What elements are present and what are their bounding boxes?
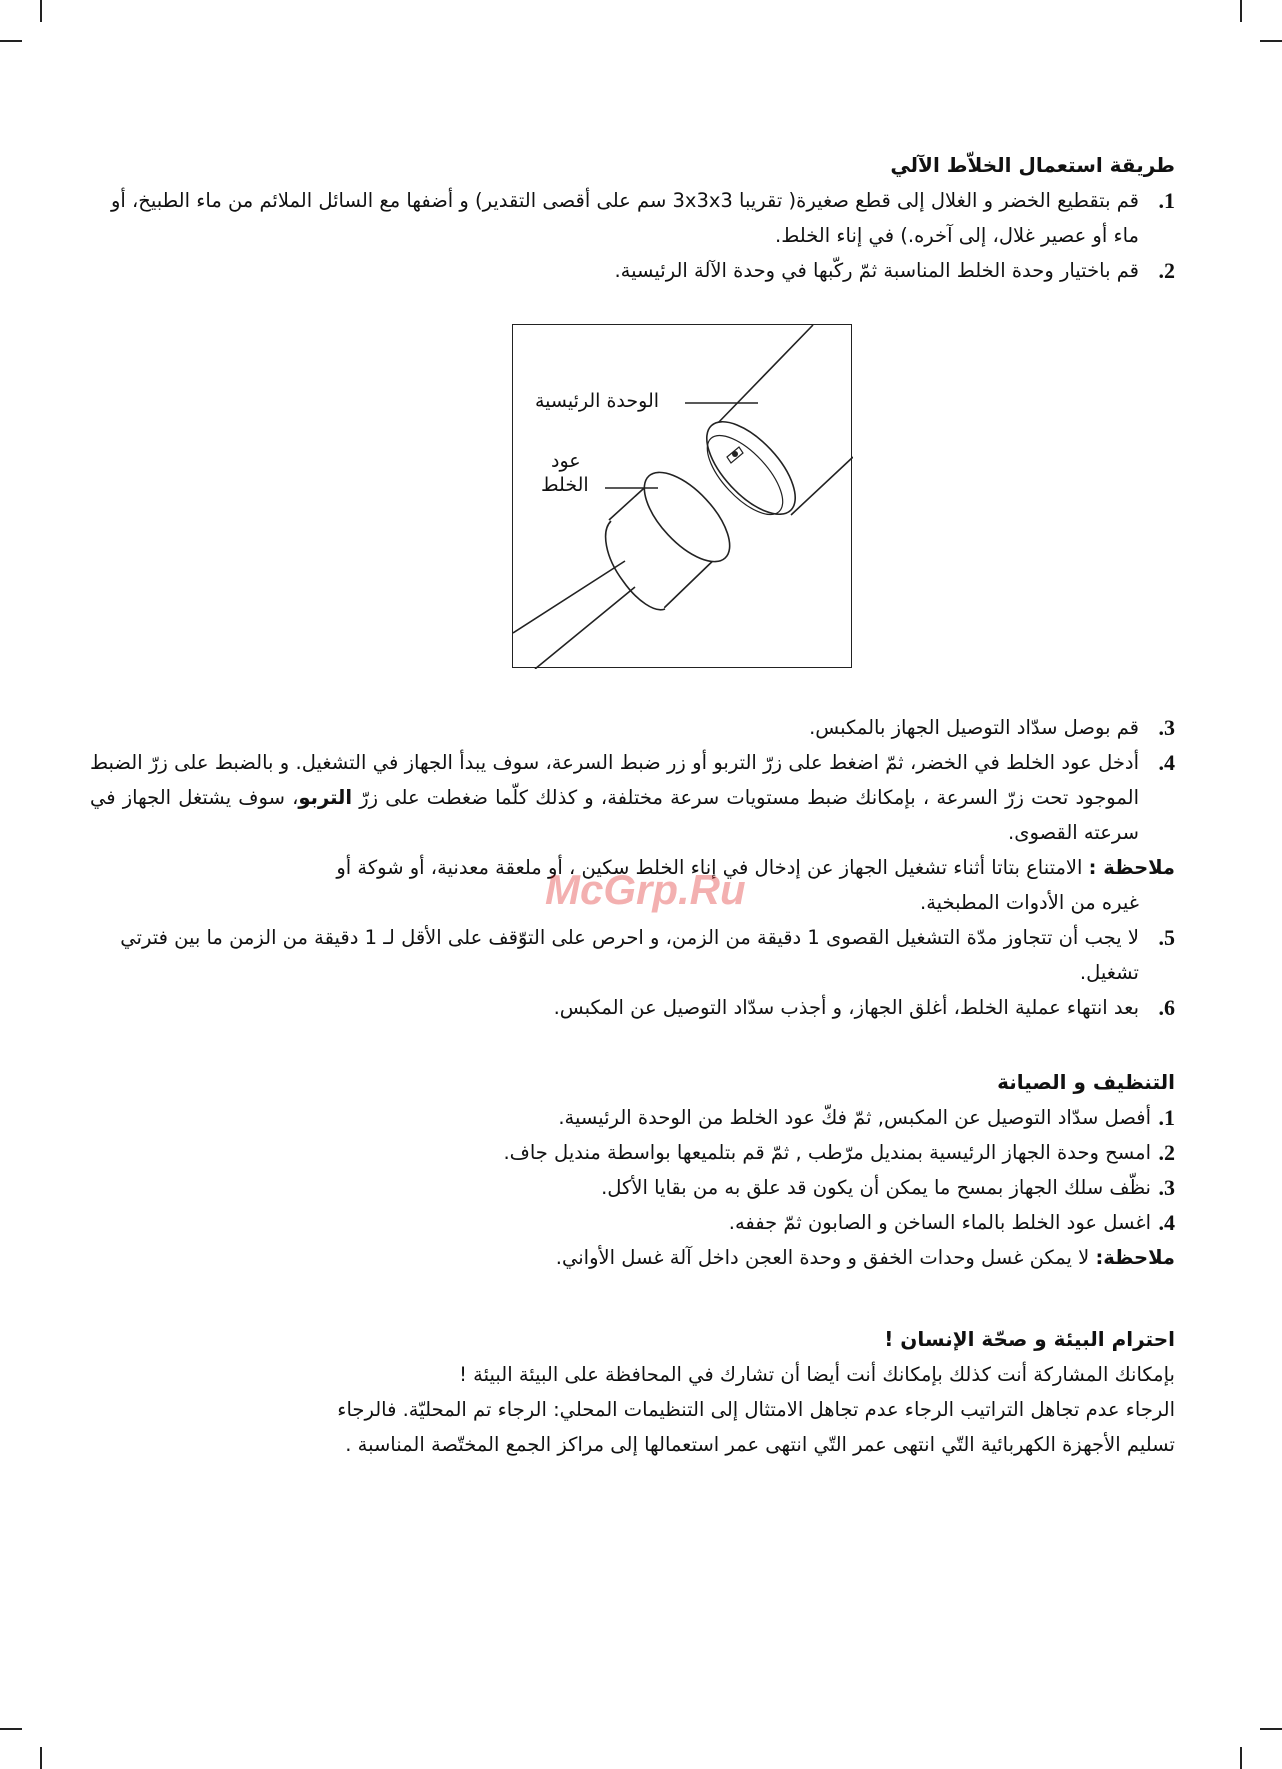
- environment-line-1: بإمكانك المشاركة أنت كذلك بإمكانك أنت أيضا أن تشارك في المحافظة على البيئة البيئة !: [459, 1363, 1175, 1386]
- step-text-part2: ، سوف يشتغل الجهاز في سرعته القصوى.: [90, 786, 1139, 844]
- note-label: ملاحظة:: [1095, 1246, 1175, 1269]
- step-number: 3.: [1158, 715, 1175, 740]
- step-number: 4.: [1158, 750, 1175, 775]
- usage-step-3: [90, 710, 1175, 745]
- step-number: 3.: [1158, 1175, 1175, 1200]
- cleaning-step-2: [90, 1135, 1175, 1170]
- watermark: McGrp.Ru: [545, 866, 746, 913]
- step-text: امسح وحدة الجهاز الرئيسية بمنديل مرّطب , ثمّ قم بتلميعها بواسطة منديل جاف.: [503, 1141, 1151, 1164]
- environment-heading: احترام البيئة و صحّة الإنسان !: [884, 1327, 1175, 1351]
- crop-mark-bottom-right-h: [1260, 1728, 1282, 1730]
- step-number: 2.: [1158, 258, 1175, 283]
- step-text: لا يجب أن تتجاوز مدّة التشغيل القصوى 1 دقيقة من الزمن، و احرص على التوّقف على الأقل لـ 1 دقيقة من الزمن ما بين فترتي تشغيل.: [120, 926, 1139, 984]
- assembly-diagram: [512, 324, 852, 668]
- cleaning-step-4: [90, 1205, 1175, 1240]
- usage-step-4: [90, 745, 1175, 850]
- step-text-part1: أدخل عود الخلط في الخضر، ثمّ اضغط على زرّ التربو أو زر ضبط السرعة، سوف يبدأ الجهاز في التشغيل. و بالضبط على زرّ الضبط الموجود تحت زرّ السرعة ، بإمكانك ضبط مستويات سرعة مختلفة، و كذلك كلّما ضغطت على زرّ: [90, 751, 1139, 809]
- note-text-line1: الامتناع بتاتا أثناء تشغيل الجهاز عن إدخال في إناء الخلط سكين ، أو ملعقة معدنية، أو شوكة أو: [336, 856, 1083, 879]
- step-number: 2.: [1158, 1140, 1175, 1165]
- usage-step-1: [90, 183, 1175, 253]
- step-number: 1.: [1158, 1105, 1175, 1130]
- crop-mark-top-left-v: [40, 0, 42, 22]
- step-text: نظّف سلك الجهاز بمسح ما يمكن أن يكون قد علق به من بقايا الأكل.: [601, 1176, 1151, 1199]
- step-number: 4.: [1158, 1210, 1175, 1235]
- usage-step-2: [90, 253, 1175, 288]
- crop-mark-bottom-left-v: [40, 1747, 42, 1769]
- cleaning-step-1: [90, 1100, 1175, 1135]
- cleaning-heading: التنظيف و الصيانة: [997, 1070, 1175, 1094]
- label-blender-stick-1: عود: [551, 450, 581, 472]
- note-text: لا يمكن غسل وحدات الخفق و وحدة العجن داخل آلة غسل الأواني.: [555, 1246, 1090, 1269]
- crop-mark-top-right-h: [1260, 40, 1282, 42]
- cleaning-list: [90, 1100, 1175, 1240]
- cleaning-note: [90, 1240, 1175, 1275]
- crop-mark-top-left-h: [0, 40, 22, 42]
- document-page: [90, 148, 1175, 1462]
- environment-line-3: تسليم الأجهزة الكهربائية التّي انتهى عمر التّي انتهى عمر استعمالها إلى مراكز الجمع المختّصة المناسبة .: [345, 1433, 1175, 1456]
- step-text: قم باختيار وحدة الخلط المناسبة ثمّ ركّبها في وحدة الآلة الرئيسية.: [614, 259, 1139, 282]
- step-text: بعد انتهاء عملية الخلط، أغلق الجهاز، و أجذب سدّاد التوصيل عن المكبس.: [553, 996, 1139, 1019]
- step-number: 1.: [1158, 188, 1175, 213]
- label-blender-stick-2: الخلط: [541, 474, 589, 496]
- step-text: أفصل سدّاد التوصيل عن المكبس, ثمّ فكّ عود الخلط من الوحدة الرئيسية.: [558, 1106, 1151, 1129]
- usage-step-5: [90, 920, 1175, 990]
- crop-mark-bottom-right-v: [1240, 1747, 1242, 1769]
- blender-shaft: [513, 561, 635, 669]
- step-number: 5.: [1158, 925, 1175, 950]
- step-text: قم بوصل سدّاد التوصيل الجهاز بالمكبس.: [809, 716, 1139, 739]
- step-text: اغسل عود الخلط بالماء الساخن و الصابون ثمّ جففه.: [728, 1211, 1151, 1234]
- step-number: 6.: [1158, 995, 1175, 1020]
- usage-step-6: [90, 990, 1175, 1025]
- note-label: ملاحظة :: [1088, 856, 1175, 879]
- crop-mark-bottom-left-h: [0, 1728, 22, 1730]
- environment-line-2: الرجاء عدم تجاهل التراتيب الرجاء عدم تجاهل الامتثال إلى التنظيمات المحلي: الرجاء تم المحليّة. فالرجاء: [337, 1398, 1175, 1421]
- usage-note-continued: غيره من الأدوات المطبخية.: [920, 891, 1139, 914]
- cleaning-step-3: [90, 1170, 1175, 1205]
- blender-illustration: [513, 325, 853, 669]
- label-main-unit: الوحدة الرئيسية: [535, 390, 660, 412]
- turbo-bold-word: التربو: [298, 786, 353, 809]
- step-text: قم بتقطيع الخضر و الغلال إلى قطع صغيرة( تقريبا 3x3x3 سم على أقصى التقدير) و أضفها مع السائل الملائم من ماء الطبيخ، أو ماء أو عصير غلال، إلى آخره.) في إناء الخلط.: [110, 189, 1139, 247]
- crop-mark-top-right-v: [1240, 0, 1242, 22]
- usage-heading: طريقة استعمال الخلاّط الآلي: [890, 153, 1175, 177]
